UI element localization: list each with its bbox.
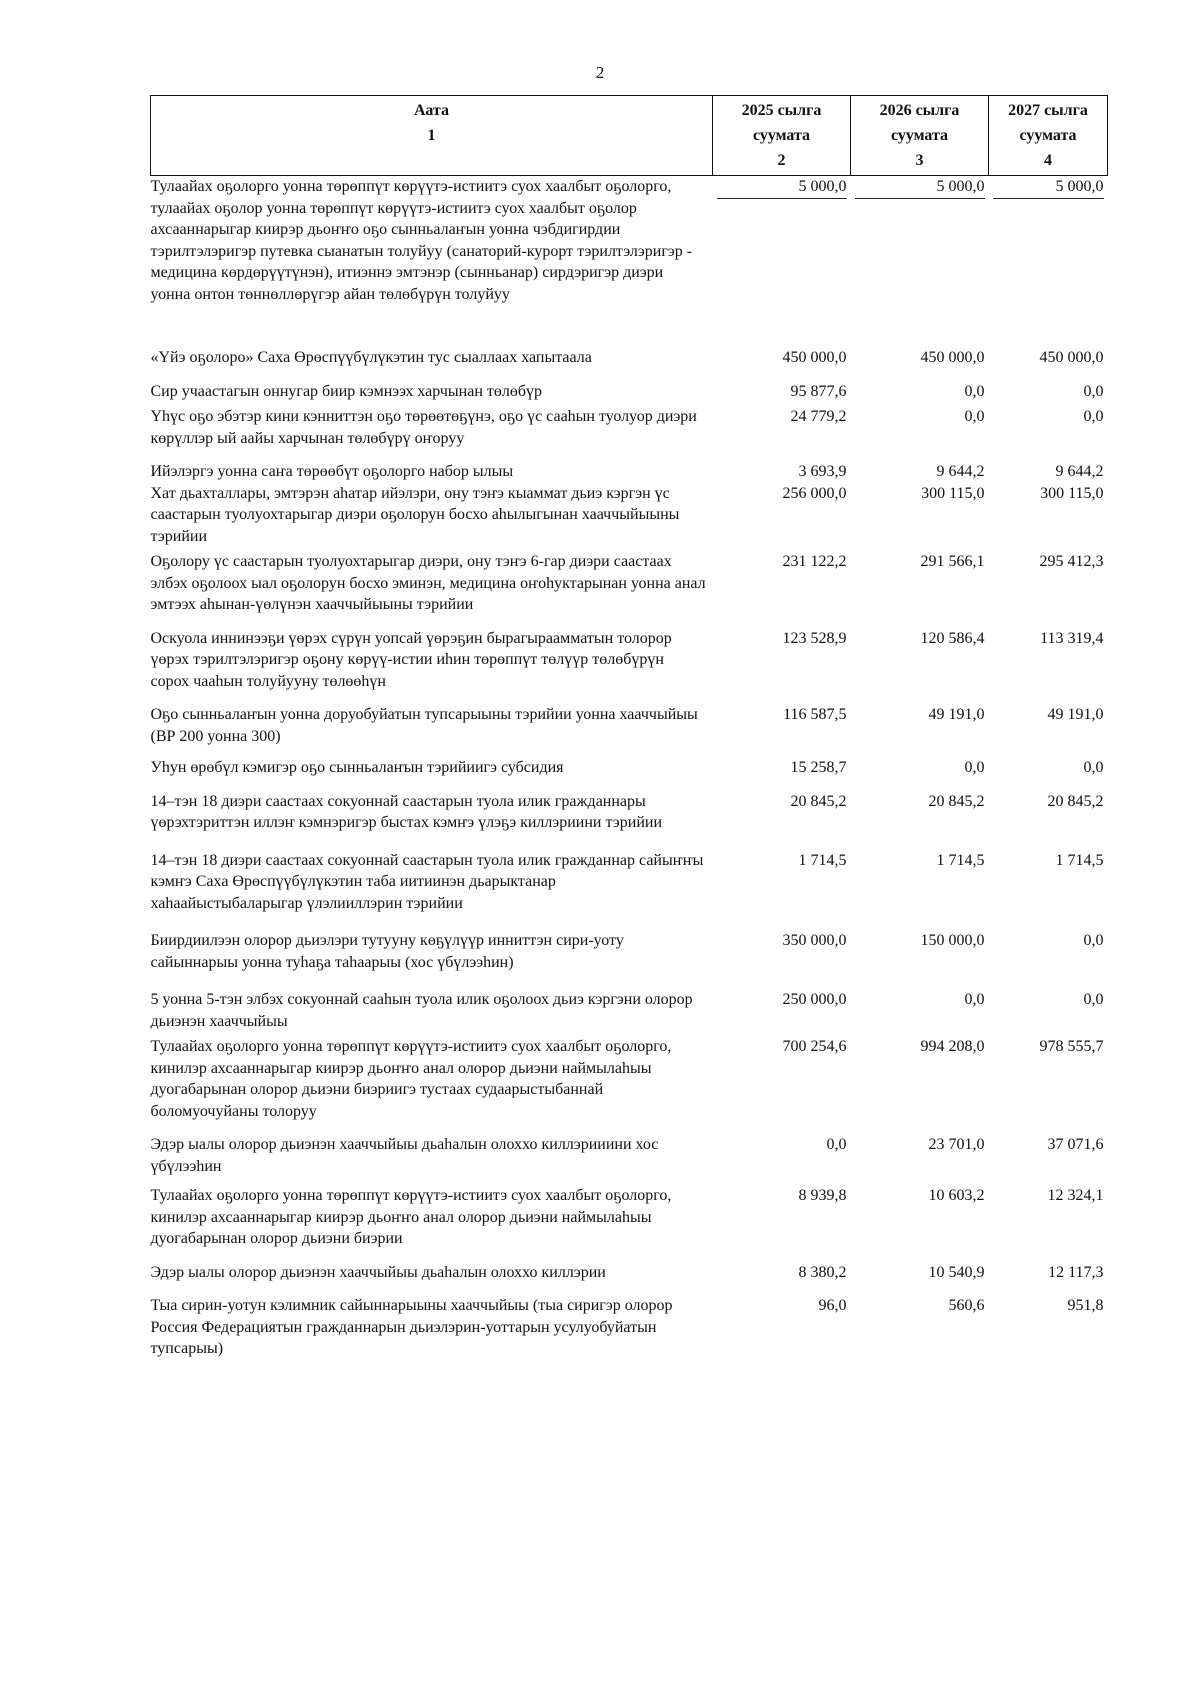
row-value-2027: 450 000,0: [1039, 349, 1104, 366]
row-name: Ийэлэргэ уонна саҥа төрөөбүт оҕолорго набор ылыы: [150, 463, 514, 480]
row-value-2026: 994 208,0: [920, 1038, 985, 1055]
header-2027-number: 4: [1044, 152, 1052, 169]
row-value-2027: 9 644,2: [1055, 463, 1104, 480]
header-2026-column: [851, 96, 989, 176]
table-row: [151, 381, 1108, 407]
row-value-2026: 0,0: [964, 408, 985, 425]
row-name: Тулаайах оҕолорго уонна төрөппүт көрүүтэ-истиитэ суох хаалбыт оҕолорго, тулаайах оҕолор уонна төрөппүт көрүүтэ-истиитэ суох хаалбыт оҕолор ахсааннарыгар киирэр дьоҥҥо оҕо сынньалаҥын уонна чэбдигирдии тэрилтэлэригэр путевка сыанатын толуйуу (санаторий-курорт тэрилтэлэригэр - медицина көрдөрүүтүнэн), итиэннэ эмтэнэр (сынньанар) сирдэригэр диэри уонна онтон төннөллөрүгэр айан төлөбүрүн толуйуу: [150, 178, 693, 303]
table-row: [151, 1134, 1108, 1185]
row-name: Эдэр ыалы олорор дьиэнэн хааччыйыы дьаһалын олоххо киллэрииини хос үбүлээһин: [150, 1136, 659, 1175]
row-value-2025: 450 000,0: [782, 349, 847, 366]
table-row: [151, 461, 1108, 483]
row-value-2025: 8 939,8: [798, 1187, 847, 1204]
row-value-2027: 951,8: [1067, 1297, 1104, 1314]
row-value-2026: 49 191,0: [928, 706, 985, 723]
row-name: Оҕо сынньалаҥын уонна доруобуйатын тупсарыыны тэрийии уонна хааччыйыы (ВР 200 уонна 300): [150, 706, 698, 745]
row-value-2025: 15 258,7: [790, 759, 847, 776]
row-value-2026: 9 644,2: [936, 463, 985, 480]
row-name: 14–тэн 18 диэри саастаах сокуоннай саастарын туола илик гражданнар сайыҥҥы кэмҥэ Саха Өрөспүүбүлүкэтин таба иитиинэн дьарыктанар хаһаайыстыбаларыгар үлэлииллэрин тэрийии: [150, 851, 704, 912]
table-row: [151, 1185, 1108, 1262]
row-name: 14–тэн 18 диэри саастаах сокуоннай саастарын туола илик гражданнары үөрэхтэриттэн иллэҥ кэмнэригэр быстах кэмҥэ үлэҕэ киллэриини тэрийии: [150, 792, 662, 831]
table-header: [151, 96, 1108, 176]
table-row: [151, 1036, 1108, 1134]
header-2026-sub: суумата: [890, 127, 949, 144]
row-value-2027: 295 412,3: [1039, 553, 1104, 570]
row-value-2025: 0,0: [826, 1136, 847, 1153]
table-row: [151, 628, 1108, 705]
row-value-2026: 560,6: [948, 1297, 985, 1314]
table-row: [151, 1262, 1108, 1296]
row-value-2025: 20 845,2: [790, 792, 847, 810]
row-value-2026: 20 845,2: [928, 792, 985, 810]
row-name: Оскуола иннинээҕи үөрэх сүрүн уопсай үөрэҕин бырагыраамматын толорор үөрэх тэрилтэлэригэр оҕону көрүү-истии иһин төрөппүт төлүүр төлөбүрүн сорох чааһын толуйууну төлөөһүн: [150, 629, 672, 690]
row-name: Тулаайах оҕолорго уонна төрөппүт көрүүтэ-истиитэ суох хаалбыт оҕолорго, кинилэр ахсааннарыгар киирэр дьоҥҥо анал олорор дьиэни наймылаһыы дуогабарынан олорор дьиэни биэрии: [150, 1187, 672, 1247]
row-value-2027: 113 319,4: [1040, 629, 1104, 647]
row-value-2027: 12 324,1: [1047, 1187, 1104, 1204]
header-2025-sub: суумата: [752, 127, 811, 144]
header-2027-title: 2027 сылга: [1008, 102, 1088, 119]
row-value-2027: 37 071,6: [1047, 1136, 1104, 1153]
row-value-2026: 150 000,0: [920, 932, 985, 949]
row-value-2027: 300 115,0: [1040, 484, 1104, 502]
row-value-2026: 120 586,4: [920, 629, 985, 647]
page-number: 2: [595, 63, 605, 82]
row-name: Сир учаастагын оннугар биир кэмнээх харчынан төлөбүр: [150, 382, 543, 400]
row-value-2025: 700 254,6: [782, 1038, 847, 1055]
table-row: [151, 176, 1108, 348]
row-value-2025: 5 000,0: [717, 176, 847, 199]
row-value-2025: 95 877,6: [790, 382, 847, 400]
row-value-2026: 10 603,2: [928, 1187, 985, 1204]
row-value-2027: 978 555,7: [1039, 1038, 1104, 1055]
row-name: Уһун өрөбүл кэмигэр оҕо сынньалаҥын тэрийиигэ субсидия: [150, 759, 564, 776]
row-value-2026: 291 566,1: [920, 553, 985, 570]
row-value-2026: 450 000,0: [920, 349, 985, 366]
row-value-2027: 12 117,3: [1048, 1263, 1104, 1281]
header-2025-number: 2: [777, 152, 786, 169]
row-value-2027: 0,0: [1083, 932, 1104, 949]
table-row: [151, 757, 1108, 791]
row-value-2027: 0,0: [1083, 408, 1104, 425]
row-name: 5 уонна 5-тэн элбэх сокуоннай сааһын туола илик оҕолоох дьиэ кэргэни олорор дьиэнэн хааччыйыы: [150, 991, 693, 1030]
row-name: Эдэр ыалы олорор дьиэнэн хааччыйыы дьаһалын олоххо киллэрии: [150, 1263, 606, 1281]
table-row: [151, 347, 1108, 381]
table-row: [151, 406, 1108, 461]
row-value-2025: 1 714,5: [798, 851, 847, 869]
row-name: Оҕолору үс саастарын туолуохтарыгар диэри, ону тэҥэ 6-гар диэри саастаах элбэх оҕолоох ыал оҕолорун босхо эминэн, медицина оҥоһуктарынан уонна анал эмтээх аһынан-үөлүнэн хааччыйыыны тэрийии: [150, 553, 706, 613]
row-name: Тулаайах оҕолорго уонна төрөппүт көрүүтэ-истиитэ суох хаалбыт оҕолорго, кинилэр ахсааннарыгар киирэр дьоҥҥо анал олорор дьиэни наймылаһыы дуогабарынан олорор дьиэни биэриигэ тустаах судаарыстыбаннай боломуочуйаны толоруу: [150, 1038, 672, 1120]
row-value-2027: 5 000,0: [993, 176, 1104, 199]
header-2026-number: 3: [915, 152, 924, 169]
table-row: [151, 989, 1108, 1036]
row-value-2025: 250 000,0: [782, 991, 847, 1008]
row-name: Хат дьахталлары, эмтэрэн аһатар ийэлэри, ону тэҥэ кыаммат дьиэ кэргэн үс саастарын туолуохтарыгар диэри оҕолорун босхо аһылыгынан хааччыйыыны тэрийии: [150, 484, 680, 545]
table-row: [151, 483, 1108, 552]
header-name-column: [151, 96, 713, 176]
row-value-2025: 8 380,2: [798, 1263, 847, 1281]
row-value-2027: 49 191,0: [1047, 706, 1104, 723]
table-row: [151, 551, 1108, 628]
row-value-2026: 5 000,0: [855, 176, 985, 199]
table-row: [151, 930, 1108, 989]
row-value-2026: 0,0: [964, 991, 985, 1008]
header-2025-title: 2025 сылга: [741, 102, 822, 119]
row-value-2026: 10 540,9: [928, 1263, 985, 1281]
header-2026-title: 2026 сылга: [879, 102, 960, 119]
row-value-2026: 1 714,5: [936, 851, 985, 869]
header-2025-column: [713, 96, 851, 176]
row-value-2027: 0,0: [1083, 991, 1104, 1008]
row-value-2025: 256 000,0: [782, 484, 847, 502]
table-row: [151, 704, 1108, 757]
row-value-2027: 1 714,5: [1055, 851, 1104, 869]
row-name: Үһүс оҕо эбэтэр кини кэнниттэн оҕо төрөөтөҕүнэ, оҕо үс сааһын туолуор диэри көрүллэр ый аайы харчынан төлөбүрү оҥоруу: [150, 408, 697, 447]
row-value-2025: 231 122,2: [782, 553, 847, 570]
row-value-2026: 0,0: [964, 759, 985, 776]
row-value-2025: 24 779,2: [790, 408, 847, 425]
row-value-2026: 23 701,0: [928, 1136, 985, 1153]
row-value-2026: 300 115,0: [921, 484, 985, 502]
header-2027-column: [989, 96, 1108, 176]
row-value-2027: 20 845,2: [1047, 792, 1104, 810]
table-body: [151, 176, 1108, 1360]
row-value-2027: 0,0: [1083, 382, 1104, 400]
row-name: Тыа сирин-уотун кэлимник сайыннарыыны хааччыйыы (тыа сиригэр олорор Россия Федерациятын гражданнарын дьиэлэрин-уоттарын усулуобуйатын тупсарыы): [150, 1297, 673, 1357]
row-value-2026: 0,0: [964, 382, 985, 400]
table-row: [151, 1295, 1108, 1360]
row-name: «Үйэ оҕолоро» Саха Өрөспүүбүлүкэтин тус сыаллаах хапытаала: [150, 349, 592, 366]
header-name-title: Аата: [414, 102, 449, 119]
budget-table: [150, 95, 1108, 1360]
row-value-2025: 123 528,9: [782, 629, 847, 647]
row-value-2027: 0,0: [1083, 759, 1104, 776]
table-row: [151, 791, 1108, 850]
row-value-2025: 96,0: [818, 1297, 847, 1314]
row-value-2025: 116 587,5: [783, 706, 847, 723]
row-value-2025: 3 693,9: [798, 463, 847, 480]
row-name: Биирдиилээн олорор дьиэлэри тутууну көҕүлүүр инниттэн сири-уоту сайыннарыы уонна туһаҕа таһаарыы (хос үбүлээһин): [150, 932, 624, 971]
header-name-number: 1: [427, 127, 436, 144]
table-row: [151, 850, 1108, 931]
header-2027-sub: суумата: [1019, 127, 1077, 144]
row-value-2025: 350 000,0: [782, 932, 847, 949]
